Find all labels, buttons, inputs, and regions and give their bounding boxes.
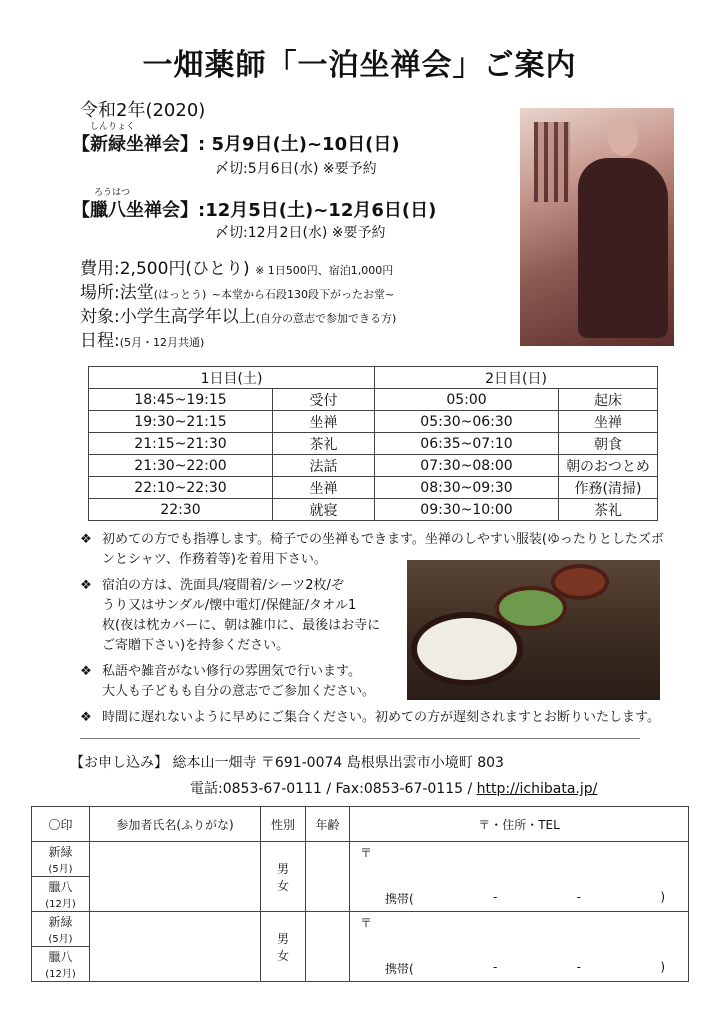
option-label: 臘八 bbox=[48, 950, 73, 964]
activity-cell: 起床 bbox=[559, 389, 658, 411]
fee-label: 費用: bbox=[80, 259, 120, 279]
option-sub: (12月) bbox=[45, 899, 76, 910]
time-cell: 22:10~22:30 bbox=[89, 477, 273, 499]
option-cell[interactable] bbox=[32, 842, 90, 877]
schedule-table bbox=[88, 366, 658, 521]
place-note: ~本堂から石段130段下がったお堂~ bbox=[211, 288, 395, 301]
head-shape bbox=[608, 118, 638, 156]
time-cell: 05:30~06:30 bbox=[375, 411, 559, 433]
option-label: 新緑 bbox=[48, 915, 73, 929]
event-deadline: 〆切:5月6日(水) ※要予約 bbox=[215, 161, 377, 177]
mobile-line bbox=[385, 890, 665, 907]
activity-cell: 法話 bbox=[273, 455, 375, 477]
option-cell[interactable] bbox=[32, 912, 90, 947]
time-cell: 05:00 bbox=[375, 389, 559, 411]
name-input[interactable] bbox=[90, 912, 261, 982]
address-input[interactable] bbox=[350, 912, 689, 982]
time-cell: 06:35~07:10 bbox=[375, 433, 559, 455]
activity-cell: 朝のおつとめ bbox=[559, 455, 658, 477]
activity-cell: 坐禅 bbox=[273, 411, 375, 433]
place-ruby: (はっとう) bbox=[153, 288, 207, 301]
application-form bbox=[31, 806, 689, 982]
col-address: 〒・住所・TEL bbox=[350, 807, 689, 842]
close-paren: ) bbox=[660, 890, 665, 904]
address-input[interactable] bbox=[350, 842, 689, 912]
option-sub: (5月) bbox=[48, 934, 73, 945]
event-date: : 5月9日(土)~10日(日) bbox=[198, 134, 400, 155]
option-cell[interactable] bbox=[32, 877, 90, 912]
dash: - bbox=[576, 960, 581, 974]
col-sex: 性別 bbox=[261, 807, 306, 842]
table-row bbox=[89, 499, 658, 521]
monk-photo bbox=[520, 108, 674, 346]
time-cell: 22:30 bbox=[89, 499, 273, 521]
schedule-label: 日程: bbox=[80, 331, 120, 351]
col-mark: 〇印 bbox=[32, 807, 90, 842]
bowl-shape bbox=[555, 568, 605, 596]
note-line: うり又はサンダル/懐中電灯/保健証/タオル1 bbox=[102, 598, 357, 613]
note-line: 大人も子どもも自分の意志でご参加ください。 bbox=[102, 684, 376, 699]
event-date: :12月5日(土)~12月6日(日) bbox=[198, 200, 437, 221]
schedule-note: (5月・12月共通) bbox=[119, 336, 205, 349]
activity-cell: 就寝 bbox=[273, 499, 375, 521]
target-note: (自分の意志で参加できる方) bbox=[255, 312, 397, 325]
time-cell: 08:30~09:30 bbox=[375, 477, 559, 499]
mobile-line bbox=[385, 960, 665, 977]
activity-cell: 茶礼 bbox=[559, 499, 658, 521]
age-input[interactable] bbox=[306, 842, 350, 912]
event-ruby: ろうはつ bbox=[94, 188, 131, 198]
postal-mark: 〒 bbox=[360, 916, 373, 930]
option-sub: (12月) bbox=[45, 969, 76, 980]
male-label: 男 bbox=[276, 861, 289, 876]
activity-cell: 坐禅 bbox=[559, 411, 658, 433]
activity-cell: 茶礼 bbox=[273, 433, 375, 455]
activity-cell: 朝食 bbox=[559, 433, 658, 455]
bowl-shape bbox=[499, 590, 563, 626]
place-label: 場所: bbox=[80, 283, 120, 303]
table-row bbox=[89, 455, 658, 477]
schedule-header-row bbox=[89, 367, 658, 389]
dash: - bbox=[493, 960, 498, 974]
table-row bbox=[89, 477, 658, 499]
time-cell: 21:15~21:30 bbox=[89, 433, 273, 455]
close-paren: ) bbox=[660, 960, 665, 974]
day2-header: 2日目(日) bbox=[375, 367, 658, 389]
event-shinryoku bbox=[72, 122, 400, 156]
diamond-bullet-icon: ❖ bbox=[80, 578, 92, 593]
year-label: 令和2年(2020) bbox=[80, 100, 206, 121]
table-row bbox=[89, 411, 658, 433]
sex-cell[interactable] bbox=[261, 912, 306, 982]
schedule-line bbox=[80, 326, 204, 351]
fee-note: ※ 1日500円、宿泊1,000円 bbox=[255, 264, 394, 277]
diamond-bullet-icon: ❖ bbox=[80, 710, 92, 725]
female-label: 女 bbox=[276, 878, 289, 893]
note-line: 宿泊の方は、洗面具/寝間着/シーツ2枚/ぞ bbox=[102, 578, 344, 593]
activity-cell: 受付 bbox=[273, 389, 375, 411]
note-line: ご寄贈下さい)を持参ください。 bbox=[102, 638, 290, 653]
event-label: 【臘八坐禅会】 bbox=[72, 200, 198, 221]
col-name: 参加者氏名(ふりがな) bbox=[90, 807, 261, 842]
page-title: 一畑薬師「一泊坐禅会」ご案内 bbox=[142, 48, 577, 83]
postal-mark: 〒 bbox=[360, 846, 373, 860]
phone-fax: 電話:0853-67-0111 / Fax:0853-67-0115 / bbox=[190, 781, 477, 797]
window-shape bbox=[534, 122, 570, 202]
table-row bbox=[89, 433, 658, 455]
target-label: 対象: bbox=[80, 307, 120, 327]
robe-shape bbox=[578, 158, 668, 338]
diamond-bullet-icon: ❖ bbox=[80, 532, 92, 547]
option-cell[interactable] bbox=[32, 947, 90, 982]
female-label: 女 bbox=[276, 948, 289, 963]
target-line bbox=[80, 302, 396, 327]
note-line: 私語や雑音がない修行の雰囲気で行います。 bbox=[102, 664, 361, 679]
event-deadline: 〆切:12月2日(水) ※要予約 bbox=[215, 225, 386, 241]
fee-value: 2,500円(ひとり) bbox=[119, 259, 250, 279]
place-value: 法堂 bbox=[119, 283, 154, 303]
mobile-label: 携帯( bbox=[385, 962, 414, 976]
note-line: 枚(夜は枕カバーに、朝は雑巾に、最後はお寺に bbox=[102, 618, 381, 633]
col-age: 年齢 bbox=[306, 807, 350, 842]
form-header-row bbox=[32, 807, 689, 842]
name-input[interactable] bbox=[90, 842, 261, 912]
day1-header: 1日目(土) bbox=[89, 367, 375, 389]
time-cell: 18:45~19:15 bbox=[89, 389, 273, 411]
activity-cell: 作務(清掃) bbox=[559, 477, 658, 499]
target-value: 小学生高学年以上 bbox=[119, 307, 256, 327]
place-line bbox=[80, 278, 394, 303]
dash: - bbox=[576, 890, 581, 904]
event-ruby: しんりょく bbox=[90, 122, 136, 132]
diamond-bullet-icon: ❖ bbox=[80, 664, 92, 679]
age-input[interactable] bbox=[306, 912, 350, 982]
divider bbox=[80, 738, 640, 739]
mobile-label: 携帯( bbox=[385, 892, 414, 906]
event-label: 【新緑坐禅会】 bbox=[72, 134, 198, 155]
phone-line bbox=[190, 778, 597, 798]
note-line: ンとシャツ、作務着等)を着用下さい。 bbox=[102, 552, 327, 567]
activity-cell: 坐禅 bbox=[273, 477, 375, 499]
note-line: 時間に遅れないように早めにご集合ください。初めての方が遅刻されますとお断りいたします。 bbox=[102, 710, 660, 725]
fee-line bbox=[80, 254, 393, 279]
option-label: 臘八 bbox=[48, 880, 73, 894]
time-cell: 07:30~08:00 bbox=[375, 455, 559, 477]
table-row bbox=[89, 389, 658, 411]
bowl-shape bbox=[417, 618, 517, 680]
website-link[interactable]: http://ichibata.jp/ bbox=[476, 781, 598, 797]
option-label: 新緑 bbox=[48, 845, 73, 859]
time-cell: 21:30~22:00 bbox=[89, 455, 273, 477]
option-sub: (5月) bbox=[48, 864, 73, 875]
meal-photo bbox=[407, 560, 660, 700]
form-row bbox=[32, 842, 689, 877]
form-row bbox=[32, 912, 689, 947]
time-cell: 09:30~10:00 bbox=[375, 499, 559, 521]
male-label: 男 bbox=[276, 931, 289, 946]
event-rouhatsu bbox=[72, 188, 437, 222]
time-cell: 19:30~21:15 bbox=[89, 411, 273, 433]
sex-cell[interactable] bbox=[261, 842, 306, 912]
dash: - bbox=[493, 890, 498, 904]
note-line: 初めての方でも指導します。椅子での坐禅もできます。坐禅のしやすい服装(ゆったりとしたズボ bbox=[102, 532, 664, 547]
apply-line: 【お申し込み】 総本山一畑寺 〒691-0074 島根県出雲市小境町 803 bbox=[70, 755, 504, 771]
